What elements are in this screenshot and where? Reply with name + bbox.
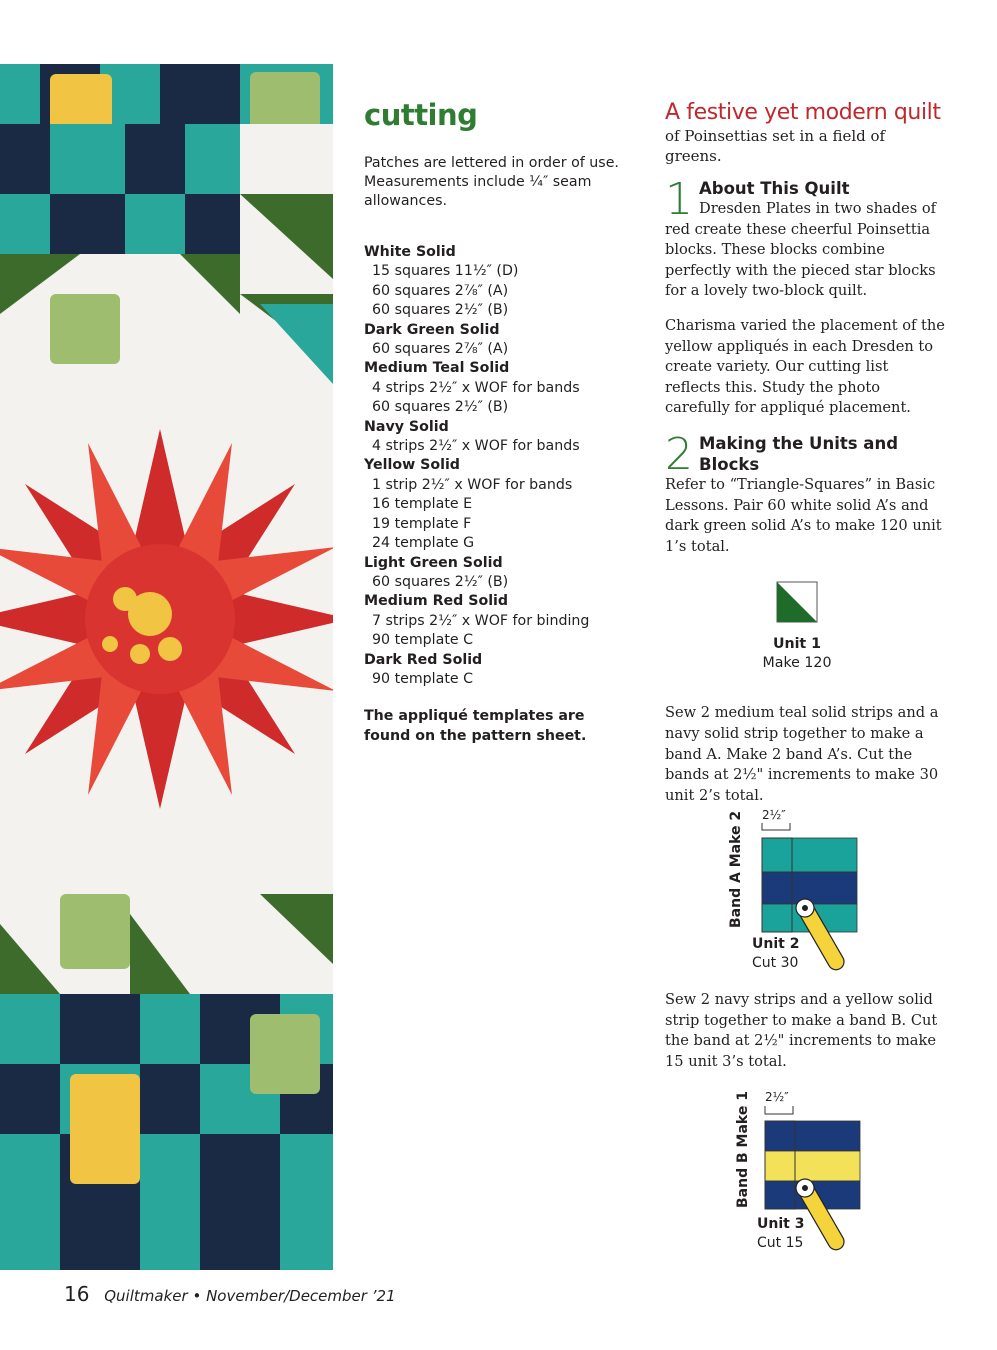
cutting-heading: cutting	[364, 98, 478, 132]
fabric-name: Dark Green Solid	[364, 321, 500, 338]
cutting-intro: Patches are lettered in order of use. Measurements include ¼″ seam allowances.	[364, 155, 619, 209]
band-label: Band B Make 1	[735, 1091, 751, 1208]
cutting-section	[364, 98, 626, 746]
unit-name: Unit 2	[752, 936, 800, 952]
step-paragraph: Refer to “Triangle-Squares” in Basic Lessons. Pair 60 white solid A’s and dark green solid A’s to make 120 unit 1’s total.	[665, 475, 942, 555]
fabric-item: 60 squares 2½″ (B)	[372, 302, 509, 319]
fabric-item: 15 squares 11½″ (D)	[372, 263, 519, 280]
fabric-name: Yellow Solid	[364, 457, 460, 474]
fabric-item: 60 squares 2½″ (B)	[372, 573, 509, 590]
fabric-item: 90 template C	[372, 632, 474, 649]
step-number: 2	[665, 428, 693, 480]
step-1	[665, 174, 945, 419]
unit-name: Unit 3	[757, 1216, 805, 1232]
step-paragraph: Sew 2 navy strips and a yellow solid strip together to make a band B. Cut the band at 2½" increments to make 15 unit 3’s total.	[665, 991, 938, 1070]
fabric-name: Light Green Solid	[364, 554, 503, 571]
band-a-diagram	[730, 808, 870, 978]
fabric-name: Navy Solid	[364, 418, 449, 435]
template-note: The appliqué templates are found on the pattern sheet.	[364, 708, 587, 744]
unit-1-diagram	[657, 581, 937, 673]
issue-date: November/December ’21	[206, 1287, 396, 1305]
step-paragraph: Dresden Plates in two shades of red create these cheerful Poinsettia blocks. These blocks combine perfectly with the pieced star blocks for a lovely two-block quilt.	[665, 200, 937, 300]
footer-separator: •	[192, 1287, 207, 1305]
step-number: 1	[665, 174, 693, 225]
fabric-item: 60 squares 2½″ (B)	[372, 399, 509, 416]
unit-count: Cut 15	[757, 1235, 804, 1251]
article-section	[665, 100, 945, 806]
magazine-name: Quiltmaker	[104, 1287, 188, 1305]
step-2	[665, 428, 945, 557]
fabric-list	[364, 243, 626, 689]
fabric-item: 90 template C	[372, 670, 474, 687]
fabric-name: Medium Teal Solid	[364, 360, 510, 377]
fabric-item: 19 template F	[372, 515, 472, 532]
step-paragraph: Charisma varied the placement of the yellow appliqués in each Dresden to create variety. Our cutting list reflects this. Study the photo carefully for appliqué placement.	[665, 316, 945, 417]
fabric-item: 16 template E	[372, 496, 473, 513]
step-paragraph: Sew 2 medium teal solid strips and a navy solid strip together to make a band A. Make 2 band A’s. Cut the bands at 2½" increments to make 30 unit 2’s total.	[665, 704, 939, 804]
fabric-name: Medium Red Solid	[364, 593, 509, 610]
step-heading: About This Quilt	[699, 179, 850, 198]
article-title: A festive yet modern quilt	[665, 100, 941, 125]
fabric-item: 24 template G	[372, 535, 475, 552]
fabric-item: 4 strips 2½″ x WOF for bands	[372, 438, 580, 455]
band-label: Band A Make 2	[728, 810, 744, 928]
band-width-label: 2½″	[765, 1090, 789, 1104]
quilt-photo	[0, 64, 333, 1270]
step-heading: Making the Units and Blocks	[699, 433, 898, 474]
page-number: 16	[64, 1282, 90, 1306]
article-subtitle: of Poinsettias set in a field of greens.	[665, 127, 886, 165]
fabric-name: White Solid	[364, 244, 456, 260]
band-b-diagram	[733, 1088, 873, 1258]
fabric-name: Dark Red Solid	[364, 651, 483, 668]
unit-count: Cut 30	[752, 955, 799, 971]
fabric-item: 7 strips 2½″ x WOF for binding	[372, 612, 590, 629]
fabric-item: 60 squares 2⅞″ (A)	[372, 282, 509, 299]
triangle-square-icon	[776, 581, 818, 623]
unit-name: Unit 1	[772, 636, 822, 653]
band-width-label: 2½″	[762, 808, 786, 822]
page-footer	[64, 1282, 396, 1306]
fabric-item: 60 squares 2⅞″ (A)	[372, 341, 509, 358]
fabric-item: 4 strips 2½″ x WOF for bands	[372, 379, 580, 396]
fabric-item: 1 strip 2½″ x WOF for bands	[372, 476, 573, 493]
unit-count: Make 120	[762, 655, 832, 672]
